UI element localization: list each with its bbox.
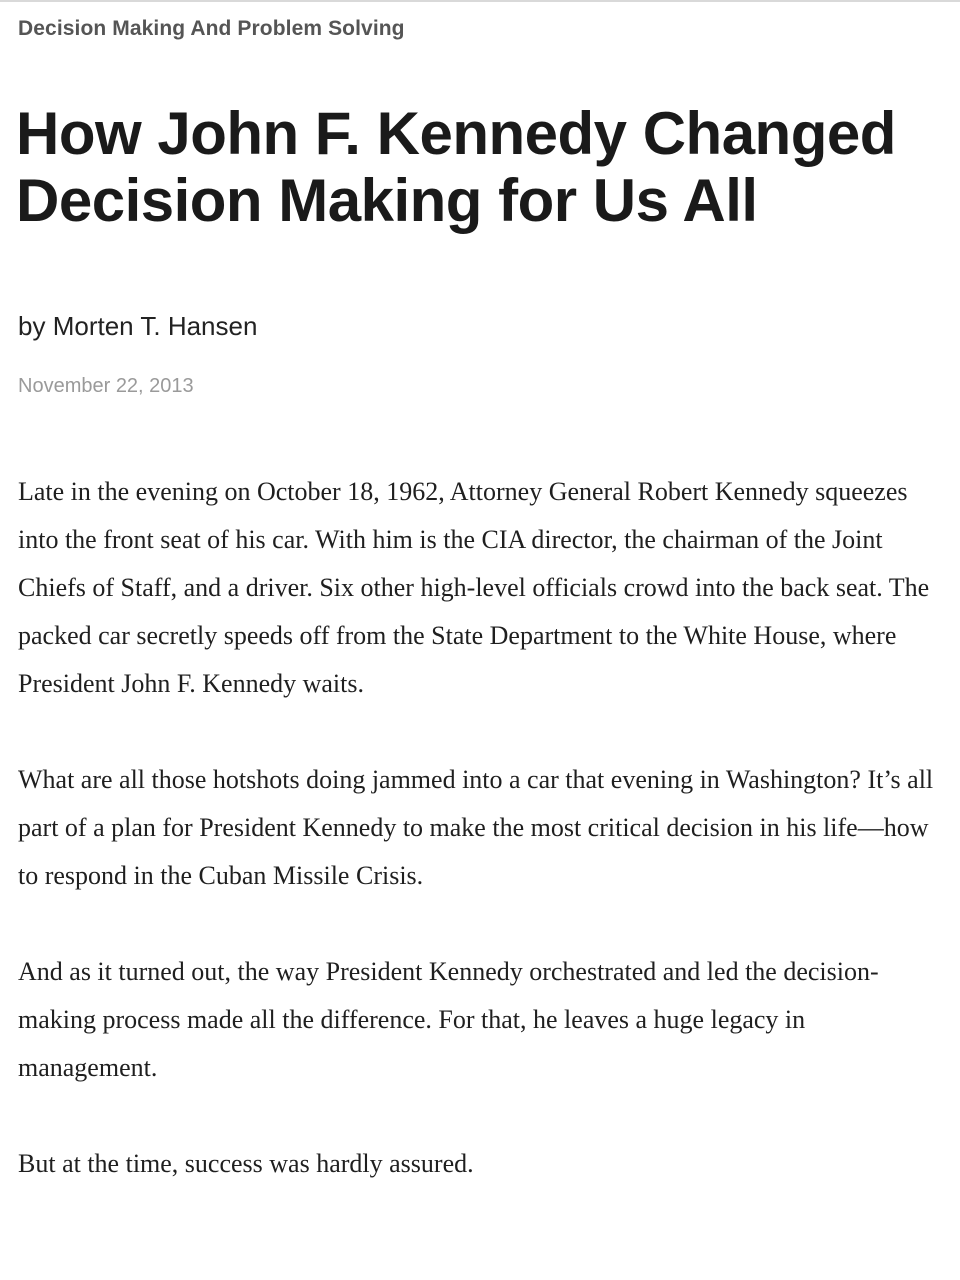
byline bbox=[18, 311, 257, 342]
category-link[interactable]: Decision Making And Problem Solving bbox=[18, 17, 405, 40]
paragraph: And as it turned out, the way President Kennedy orchestrated and led the decision-making process made all the difference. For that, he leaves a huge legacy in management. bbox=[18, 957, 879, 1082]
byline-prefix: by bbox=[18, 311, 46, 341]
top-divider bbox=[0, 0, 960, 2]
publish-date: November 22, 2013 bbox=[18, 375, 194, 397]
author-link[interactable]: Morten T. Hansen bbox=[52, 311, 258, 341]
article-body bbox=[18, 468, 948, 1236]
article-headline: How John F. Kennedy Changed Decision Making for Us All bbox=[16, 100, 896, 234]
paragraph: What are all those hotshots doing jammed into a car that evening in Washington? It’s all part of a plan for President Kennedy to make the most critical decision in his life—how to respond in the Cuban Missile Crisis. bbox=[18, 765, 934, 890]
paragraph: Late in the evening on October 18, 1962, Attorney General Robert Kennedy squeezes into the front seat of his car. With him is the CIA director, the chairman of the Joint Chiefs of Staff, and a driver. Six other high-level officials crowd into the back seat. The packed car secretly speeds off from the State Department to the White House, where President John F. Kennedy waits. bbox=[18, 477, 930, 698]
paragraph: But at the time, success was hardly assured. bbox=[18, 1149, 474, 1178]
